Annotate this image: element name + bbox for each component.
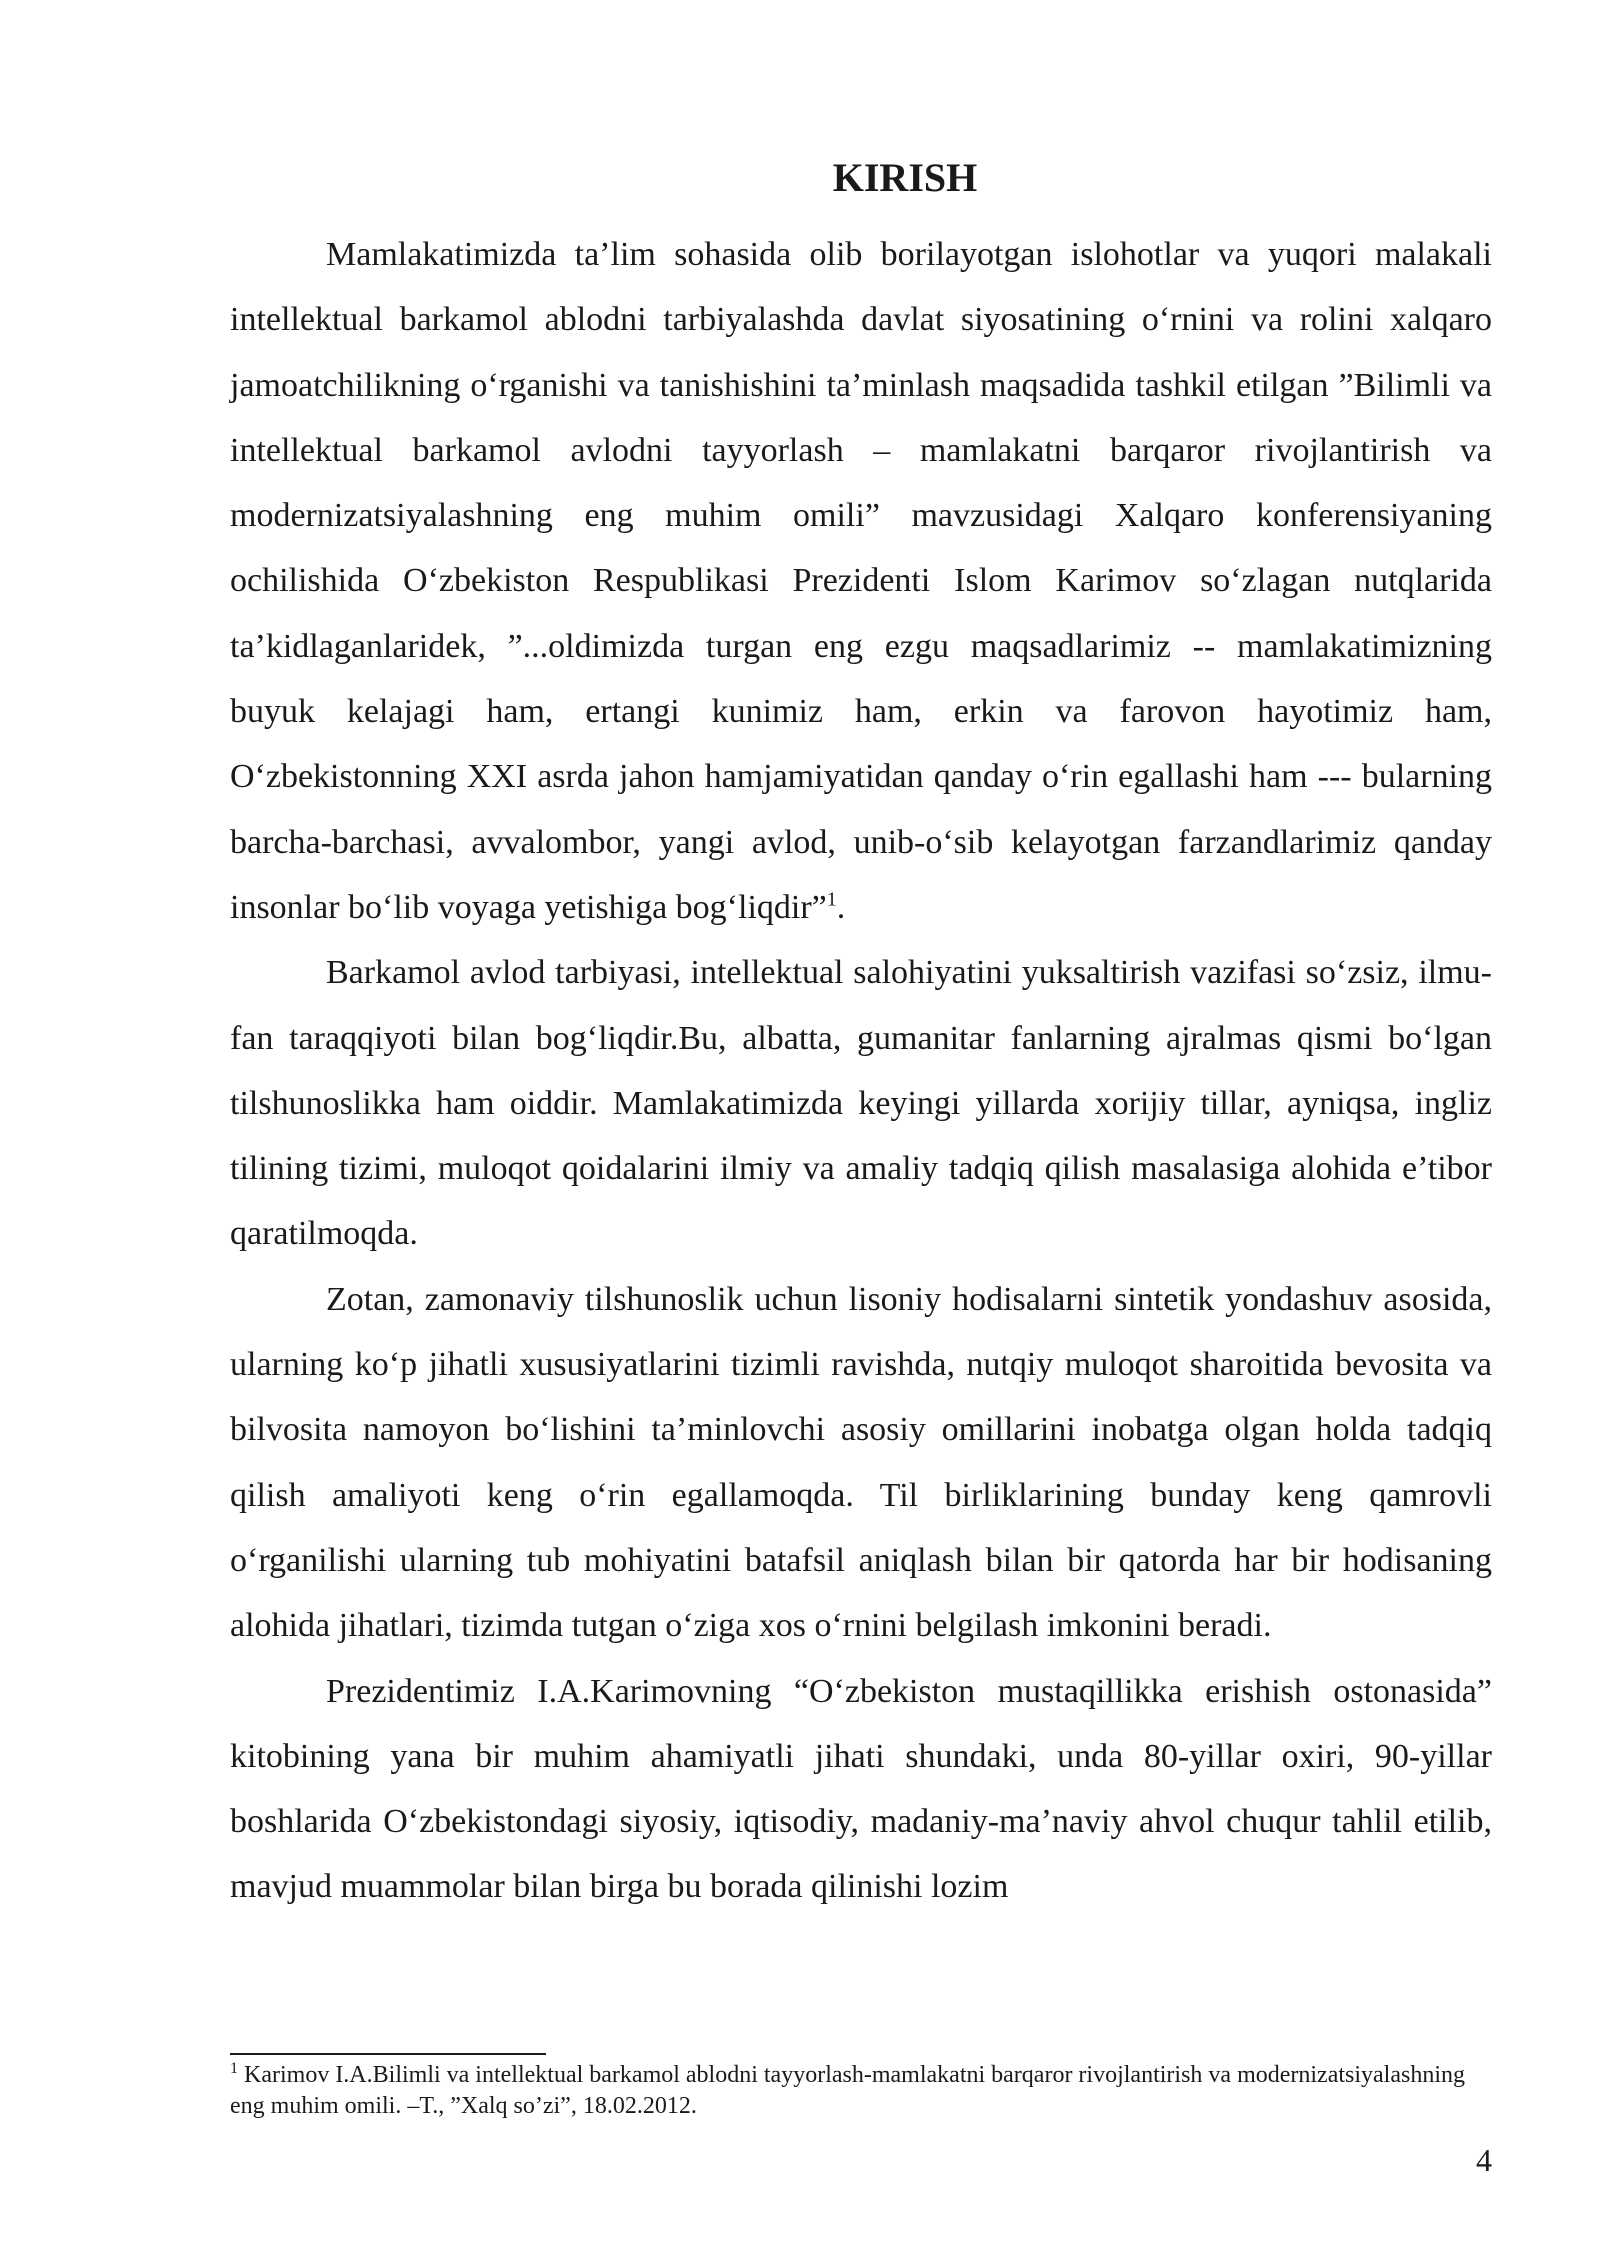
footnote-divider [230, 2053, 546, 2055]
paragraph-1 [230, 222, 1492, 940]
paragraph-1-end: . [836, 888, 846, 926]
footnote-marker: 1 [230, 2060, 238, 2077]
paragraph-1-text: Mamlakatimizda ta’lim sohasida olib borilayotgan islohotlar va yuqori malakali intellektual barkamol ablodni tarbiyalashda davlat siyosatining o‘rnini va rolini xalqaro jamoatchilikning o‘rganishi va tanishishini ta’minlash maqsadida tashkil etilgan ”Bilimli va intellektual barkamol avlodni tayyorlash – mamlakatni barqaror rivojlantirish va modernizatsiyalashning eng muhim omili” mavzusidagi Xalqaro konferensiyaning ochilishida O‘zbekiston Respublikasi Prezidenti Islom Karimov so‘zlagan nutqlarida ta’kidlaganlaridek, ”...oldimizda turgan eng ezgu maqsadlarimiz -- mamlakatimizning buyuk kelajagi ham, ertangi kunimiz ham, erkin va farovon hayotimiz ham, O‘zbekistonning XXI asrda jahon hamjamiyatidan qanday o‘rin egallashi ham --- bularning barcha-barchasi, avvalombor, yangi avlod, unib-o‘sib kelayotgan farzandlarimiz qanday insonlar bo‘lib voyaga yetishiga bog‘liqdir” [230, 236, 1492, 926]
paragraph-4: Prezidentimiz I.A.Karimovning “O‘zbekiston mustaqillikka erishish ostonasida” kitobining yana bir muhim ahamiyatli jihati shundaki, unda 80-yillar oxiri, 90-yillar boshlarida O‘zbekistondagi siyosiy, iqtisodiy, madaniy-ma’naviy ahvol chuqur tahlil etilib, mavjud muammolar bilan birga bu borada qilinishi lozim [230, 1672, 1492, 1906]
body-text [230, 222, 1492, 1920]
footnote [230, 2060, 1492, 2122]
footnote-reference[interactable]: 1 [826, 888, 837, 911]
page-number: 4 [1476, 2142, 1492, 2178]
footnote-text: Karimov I.A.Bilimli va intellektual barkamol ablodni tayyorlash-mamlakatni barqaror rivojlantirish va modernizatsiyalashning eng muhim omili. –T., ”Xalq so’zi”, 18.02.2012. [230, 2062, 1466, 2119]
paragraph-2: Barkamol avlod tarbiyasi, intellektual salohiyatini yuksaltirish vazifasi so‘zsiz, ilmu-fan taraqqiyoti bilan bog‘liqdir.Bu, albatta, gumanitar fanlarning ajralmas qismi bo‘lgan tilshunoslikka ham oiddir. Mamlakatimizda keyingi yillarda xorijiy tillar, ayniqsa, ingliz tilining tizimi, muloqot qoidalarini ilmiy va amaliy tadqiq qilish masalasiga alohida e’tibor qaratilmoqda. [230, 954, 1492, 1253]
paragraph-3: Zotan, zamonaviy tilshunoslik uchun lisoniy hodisalarni sintetik yondashuv asosida, ularning ko‘p jihatli xususiyatlarini tizimli ravishda, nutqiy muloqot sharoitida bevosita va bilvosita namoyon bo‘lishini ta’minlovchi asosiy omillarini inobatga olgan holda tadqiq qilish amaliyoti keng o‘rin egallamoqda. Til birliklarining bunday keng qamrovli o‘rganilishi ularning tub mohiyatini batafsil aniqlash bilan bir qatorda har bir hodisaning alohida jihatlari, tizimda tutgan o‘ziga xos o‘rnini belgilash imkonini beradi. [230, 1280, 1492, 1645]
section-heading: KIRISH [832, 155, 978, 200]
